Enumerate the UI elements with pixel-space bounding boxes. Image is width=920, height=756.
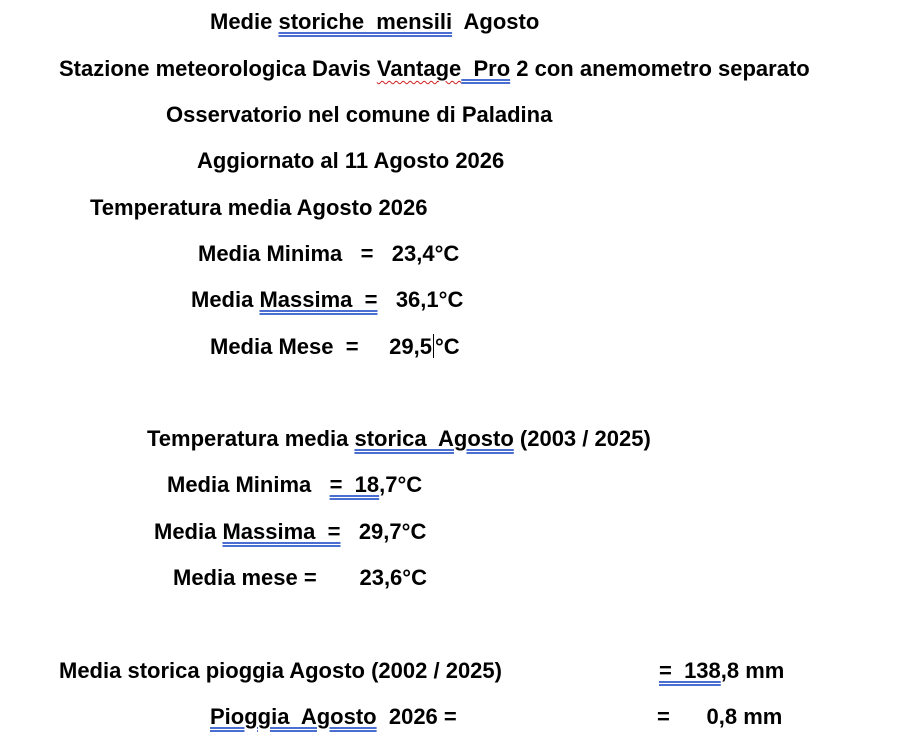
hist-min-label: Media Minima: [167, 472, 330, 497]
page-title: [210, 9, 539, 35]
station-text: Stazione meteorologica Davis: [59, 56, 377, 81]
rain-historical-label: Media storica pioggia Agosto (2002 / 2025): [59, 658, 502, 683]
rain-current-label: [210, 704, 457, 730]
observatory-line: Osservatorio nel comune di Paladina: [166, 102, 553, 127]
historical-heading: [147, 426, 651, 452]
title-text-underlined: storiche mensili: [278, 9, 453, 34]
mean-unit: °C: [434, 334, 460, 359]
max-value: 36,1°C: [377, 287, 464, 312]
updated-line: Aggiornato al 11 Agosto 2026: [197, 148, 505, 173]
rain-hist-value: ,8 mm: [720, 658, 785, 683]
rain-current-value: = 0,8 mm: [657, 704, 783, 729]
station-text-spaces: [461, 56, 473, 81]
title-text: Agosto: [452, 9, 540, 34]
hist-min-value-underlined: = 18: [329, 472, 380, 497]
current-min-temp: Media Minima = 23,4°C: [198, 241, 460, 266]
max-label-underlined: Massima =: [259, 287, 378, 312]
station-text: 2 con anemometro separato: [510, 56, 810, 81]
hist-max-value: 29,7°C: [340, 519, 427, 544]
historical-max-temp: [154, 519, 426, 545]
rain-hist-value-underlined: = 138: [659, 658, 721, 683]
current-month-heading: Temperatura media Agosto 2026: [90, 195, 428, 220]
historical-heading-years: (2003 / 2025): [513, 426, 651, 451]
max-label: Media: [191, 287, 260, 312]
station-line: [59, 56, 810, 82]
historical-heading-text: Temperatura media: [147, 426, 355, 451]
rain-current-label-underlined: Pioggia Agosto: [210, 704, 377, 729]
text-cursor: [433, 334, 434, 358]
historical-min-temp: [167, 472, 422, 498]
mean-text: Media Mese = 29,5: [210, 334, 432, 359]
historical-heading-underlined: storica Agosto: [354, 426, 514, 451]
rain-current-label-text: 2026 =: [376, 704, 457, 729]
current-max-temp: [191, 287, 463, 313]
current-mean-temp: [210, 334, 460, 360]
hist-max-label-underlined: Massima =: [222, 519, 341, 544]
title-text: Medie: [210, 9, 279, 34]
hist-max-label: Media: [154, 519, 223, 544]
rain-historical-value: [659, 658, 784, 684]
historical-mean-temp: Media mese = 23,6°C: [173, 565, 427, 590]
station-text-spellcheck: Vantage: [376, 56, 462, 81]
hist-min-value: ,7°C: [379, 472, 423, 497]
station-text-underlined: Pro: [473, 56, 511, 81]
